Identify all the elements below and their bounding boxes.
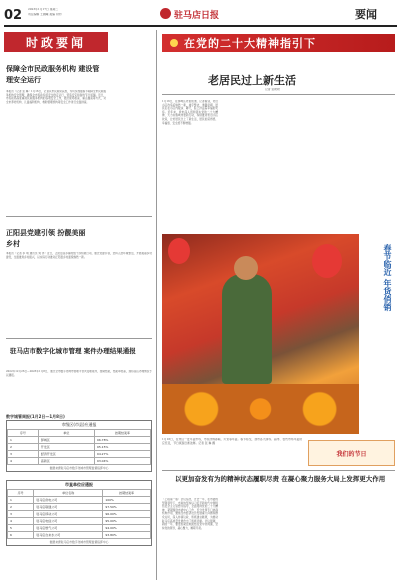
photo-note: 1月16日，在市区一处年货市场，市民选购春联、灯笼等年货。春节将至，我市各大商场、超市、农贸市场年货供应充足，节日氛围日渐浓厚。记者 张 琳 摄 bbox=[162, 438, 302, 445]
right-banner bbox=[162, 34, 395, 52]
paper-logo: 驻马店日报 bbox=[174, 11, 220, 21]
table-cell: 2 bbox=[8, 444, 39, 451]
table-cell: 93.80% bbox=[103, 532, 151, 539]
left-banner bbox=[4, 32, 108, 52]
table-header-row bbox=[8, 430, 151, 437]
oranges bbox=[162, 384, 359, 434]
table-cell: 驻马店自来水公司 bbox=[34, 532, 103, 539]
table-cell: 经济开发区 bbox=[38, 451, 94, 458]
table-row bbox=[8, 525, 151, 532]
table-header-cell: 单位名称 bbox=[34, 490, 103, 497]
feature1-byline: 记者 张盼盼 bbox=[265, 88, 280, 91]
masthead-rule bbox=[4, 25, 397, 27]
table-cell: 驻马店联通公司 bbox=[34, 504, 103, 511]
festival-corner-badge bbox=[308, 440, 395, 466]
table-cell: 1 bbox=[8, 497, 34, 504]
table-row bbox=[8, 504, 151, 511]
table-cell: 6 bbox=[8, 532, 34, 539]
table-cell: 96.00% bbox=[103, 511, 151, 518]
table-cell: 4 bbox=[8, 518, 34, 525]
feature1-rule bbox=[162, 94, 395, 95]
table-cell: 93.04% bbox=[94, 458, 150, 465]
table-row bbox=[8, 497, 151, 504]
story1-title: 保障全市民政服务机构 建设管理安全运行 bbox=[6, 65, 100, 84]
table-cell: 100% bbox=[103, 497, 151, 504]
story3-body: 2022年12月26日—2023年1月8日，通过全市数字化城市管理平台共受理案件，按期结案，结案率较高，现将各区办理情况予以通报。 bbox=[6, 370, 152, 377]
table2-note: 数据来源驻马店市数字化城市管理监督指挥中心 bbox=[49, 540, 109, 544]
table-header-row bbox=[8, 490, 151, 497]
party-emblem-icon bbox=[170, 39, 178, 47]
feature1-body: 1月16日，在驿城区老街街道，记者看到，老旧小区改造后焕然一新，楼宇整洁，道路宽阔，居民们在小区内散步、聊天，脸上洋溢着幸福的笑容。近年来，我市深入贯彻落实党的二十大精神，大力实施城市更新行动，持续推进老旧小区改造，让老居民过上了新生活，居民的获得感、幸福感、安全感不断增强。 bbox=[162, 100, 218, 125]
lantern-decor bbox=[168, 238, 190, 264]
feature1-title: 老居民过上新生活 bbox=[208, 74, 296, 87]
shopper-figure bbox=[222, 274, 272, 384]
table-row bbox=[8, 458, 151, 465]
feature2-title: 以更加奋发有为的精神状态履职尽责 在凝心聚力服务大局上发挥更大作用 bbox=[175, 475, 386, 483]
table-header-cell: 按期结案率 bbox=[94, 430, 150, 437]
table-cell: 94.27% bbox=[94, 451, 150, 458]
table-cell: 驻马店电信公司 bbox=[34, 518, 103, 525]
shopper-head bbox=[234, 256, 258, 280]
table-cell: 4 bbox=[8, 458, 39, 465]
table1-note: 数据来源驻马店市数字化城市管理监督指挥中心 bbox=[49, 466, 109, 470]
divider bbox=[162, 470, 395, 471]
table-cell: 驿城区 bbox=[38, 437, 94, 444]
table-row bbox=[8, 511, 151, 518]
feature2-body: （上接第一版）会议指出，过去一年，在市委的坚强领导下，市政协坚持以习近平新时代中国特色社会主义思想为指导，全面贯彻党的二十大精神，紧紧围绕市委中心工作，充分发挥专门协商机构作用，聚焦全市经济社会发展重大问题和群众关切，深入协商议政、积极建言献策，为推动驻马店高质量发展作出了积极贡献。会议强调，新的一年，要更加紧密地团结在党中央周围，坚持党的领导，凝心聚力，履职尽责。 bbox=[162, 498, 218, 530]
table2-grid bbox=[7, 489, 151, 539]
table-cell: 5 bbox=[8, 525, 34, 532]
table-cell: 开发区 bbox=[38, 444, 94, 451]
table-cell: 97.50% bbox=[103, 504, 151, 511]
table1 bbox=[6, 420, 152, 472]
story1-body: 本报讯（记者 张 琳）1月16日，记者从市民政局获悉，为切实加强春节期间全市民政服务机构安全管理，确保全市民政系统安全稳定运行，营造安定和谐的节日氛围。近日，市民政局高度重视民政服务机构的各项安全工作，通过现场检查、重点抽查等方式，对全市养老机构、儿童福利机构、救助管理机构等安全工作进行全面排查。 bbox=[6, 90, 106, 104]
table-cell: 3 bbox=[8, 451, 39, 458]
section-name: 要闻 bbox=[355, 8, 377, 21]
story2-title: 正阳县党建引领 扮靓美丽乡村 bbox=[6, 229, 86, 248]
table1-grid bbox=[7, 429, 151, 465]
table-cell: 驻马店燃气公司 bbox=[34, 525, 103, 532]
story2-body: 本报讯（记者 李 明 通讯员 刘 洋）近日，正阳县各乡镇村组干部积极行动，通过党建引领，坚持人居环境整治，开展美丽乡村建设，全面推进乡村振兴，以实际行动推动正阳县乡村面貌焕然一新。 bbox=[6, 252, 152, 259]
story3-title: 驻马店市数字化城市管理 案件办理结果通报 bbox=[10, 347, 136, 355]
feature2-body-col3 bbox=[282, 498, 338, 580]
divider bbox=[6, 338, 152, 339]
table1-subtitle: 市级区(市县)应通报 bbox=[61, 422, 97, 427]
table-cell: 3 bbox=[8, 511, 34, 518]
right-banner-title: 在党的二十大精神指引下 bbox=[184, 37, 316, 50]
table-cell: 2 bbox=[8, 504, 34, 511]
editor-line: 责任编辑 王晨曦 美编 何钧 bbox=[28, 13, 62, 16]
feature1-body-col4 bbox=[342, 100, 395, 230]
table-cell: 高新区 bbox=[38, 458, 94, 465]
feature1-body-col2 bbox=[222, 100, 278, 230]
feature1-body-col3 bbox=[282, 100, 338, 230]
paper-logo-icon bbox=[160, 8, 171, 19]
market-photo bbox=[162, 234, 359, 434]
divider bbox=[6, 216, 152, 217]
column-divider bbox=[156, 30, 157, 580]
table2-title: 市直单位应通报 bbox=[65, 482, 93, 487]
table2 bbox=[6, 480, 152, 546]
table-header-cell: 序号 bbox=[8, 430, 39, 437]
table-row bbox=[8, 437, 151, 444]
table-cell: 95.00% bbox=[103, 518, 151, 525]
table-row bbox=[8, 518, 151, 525]
dateline: 2023年1月17日 星期二 bbox=[28, 8, 59, 11]
festival-corner-label: 我们的节日 bbox=[336, 450, 367, 458]
table-cell: 驻马店供电公司 bbox=[34, 497, 103, 504]
table-cell: 96.78% bbox=[94, 437, 150, 444]
table-row bbox=[8, 451, 151, 458]
table-cell: 1 bbox=[8, 437, 39, 444]
table-cell: 驻马店移动公司 bbox=[34, 511, 103, 518]
feature2-body-col2 bbox=[222, 498, 278, 580]
feature2-body-col4 bbox=[342, 498, 395, 580]
table-row bbox=[8, 532, 151, 539]
table-header-cell: 按期结案率 bbox=[103, 490, 151, 497]
table-cell: 94.00% bbox=[103, 525, 151, 532]
lantern-decor bbox=[312, 244, 342, 278]
story1-body-col2 bbox=[112, 64, 152, 210]
photo-caption bbox=[366, 244, 394, 404]
table-cell: 95.15% bbox=[94, 444, 150, 451]
table-header-cell: 序号 bbox=[8, 490, 34, 497]
table1-title: 数字城管周报(1月2日—1月8日) bbox=[6, 414, 65, 419]
table-row bbox=[8, 444, 151, 451]
left-banner-title: 时政要闻 bbox=[25, 35, 86, 50]
page-number: 02 bbox=[4, 8, 23, 23]
table-header-cell: 单位 bbox=[38, 430, 94, 437]
photo-caption-text: 春节临近 年货俏销 bbox=[383, 244, 393, 311]
